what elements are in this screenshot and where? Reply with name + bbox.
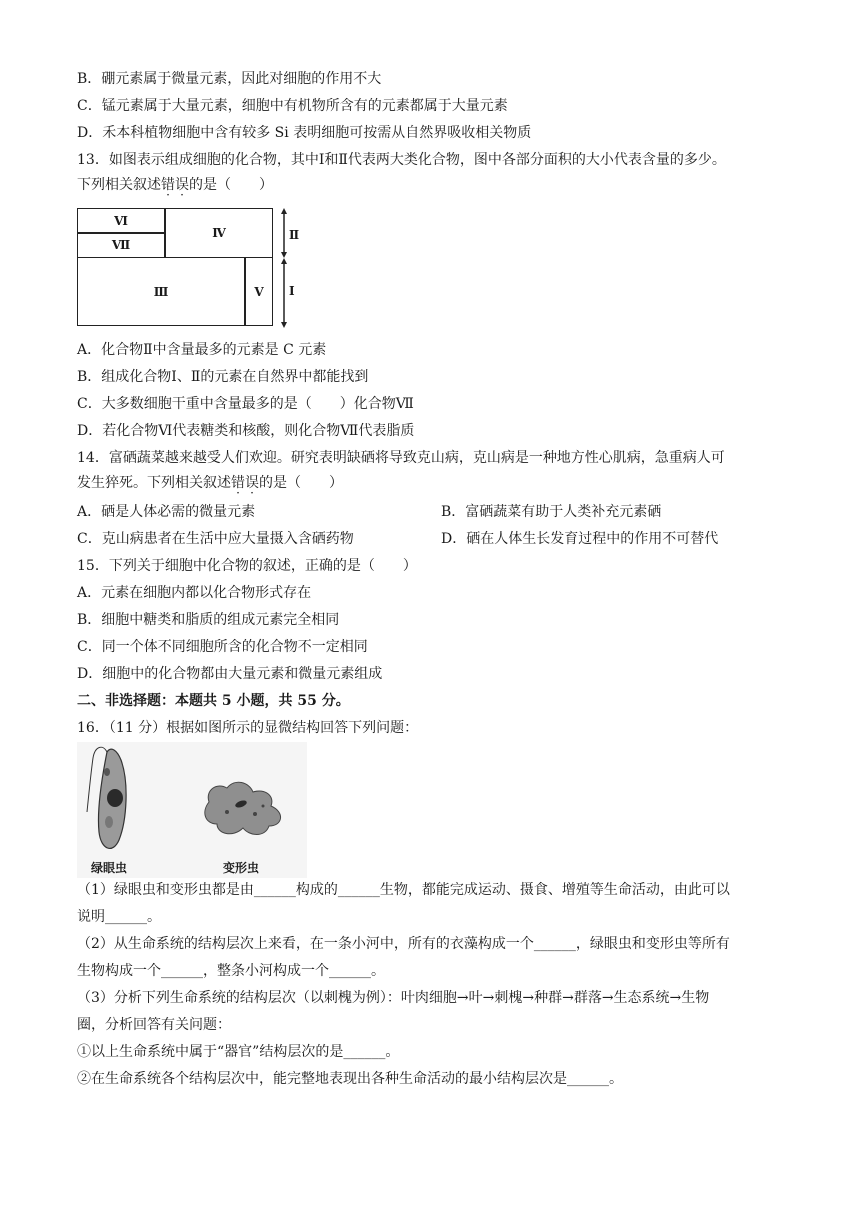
organism-illustration (77, 742, 307, 860)
amoeba-caption: 变形虫 (223, 861, 260, 875)
q12-option-b: B．硼元素属于微量元素，因此对细胞的作用不大 (77, 71, 382, 87)
q13-stem: 13．如图表示组成细胞的化合物，其中Ⅰ和Ⅱ代表两大类化合物，图中各部分面积的大小代表含量的多少。 (77, 152, 726, 168)
q14-option-b: B．富硒蔬菜有助于人类补充元素硒 (441, 504, 662, 520)
region-vii: Ⅶ (77, 232, 165, 258)
q13-stem-line2: 下列相关叙述错误的是（ ） (77, 177, 273, 193)
bracket-arrows (280, 208, 300, 328)
section-heading: 二、非选择题：本题共 5 小题，共 55 分。 (77, 693, 350, 709)
compound-diagram (77, 208, 273, 326)
region-vi: Ⅵ (77, 208, 165, 234)
q13-option-a: A．化合物Ⅱ中含量最多的元素是 C 元素 (77, 342, 327, 358)
q15-option-d: D．细胞中的化合物都由大量元素和微量元素组成 (77, 666, 383, 682)
q16-p1-line2: 说明______。 (77, 909, 161, 925)
region-iii: Ⅲ (77, 257, 245, 326)
q16-p3-line1: （3）分析下列生命系统的结构层次（以刺槐为例）：叶肉细胞→叶→刺槐→种群→群落→生态系统→生物 (77, 990, 710, 1006)
q16-p1-line1: （1）绿眼虫和变形虫都是由______构成的______生物，都能完成运动、摄食、增殖等生命活动，由此可以 (77, 882, 730, 898)
label-i: Ⅰ (289, 284, 295, 298)
q14-stem: 14．富硒蔬菜越来越受人们欢迎。研究表明缺硒将导致克山病，克山病是一种地方性心肌病，急重病人可 (77, 450, 725, 466)
q14-stem-line2: 发生猝死。下列相关叙述错误的是（ ） (77, 475, 343, 491)
region-v: Ⅴ (245, 257, 273, 326)
label-ii: Ⅱ (289, 228, 300, 242)
q14-option-c: C．克山病患者在生活中应大量摄入含硒药物 (77, 531, 354, 547)
q16-p3-q2: ②在生命系统各个结构层次中，能完整地表现出各种生命活动的最小结构层次是______。 (77, 1071, 623, 1087)
q12-option-d: D．禾本科植物细胞中含有较多 Si 表明细胞可按需从自然界吸收相关物质 (77, 125, 532, 141)
q16-stem: 16．（11 分）根据如图所示的显微结构回答下列问题： (77, 720, 419, 736)
q15-option-b: B．细胞中糖类和脂质的组成元素完全相同 (77, 612, 340, 628)
q14-option-d: D．硒在人体生长发育过程中的作用不可替代 (441, 531, 719, 547)
q16-p3-line2: 圈，分析回答有关问题： (77, 1017, 231, 1033)
q14-option-a: A．硒是人体必需的微量元素 (77, 504, 256, 520)
q12-option-c: C．锰元素属于大量元素，细胞中有机物所含有的元素都属于大量元素 (77, 98, 508, 114)
q16-p2-line1: （2）从生命系统的结构层次上来看，在一条小河中，所有的衣藻构成一个______，绿眼虫和变形虫等所有 (77, 936, 730, 952)
q15-option-a: A．元素在细胞内都以化合物形式存在 (77, 585, 312, 601)
microscope-figure (77, 742, 307, 878)
q13-option-b: B．组成化合物Ⅰ、Ⅱ的元素在自然界中都能找到 (77, 369, 369, 385)
q13-option-d: D．若化合物Ⅵ代表糖类和核酸，则化合物Ⅶ代表脂质 (77, 423, 415, 439)
q13-option-c: C．大多数细胞干重中含量最多的是（ ）化合物Ⅶ (77, 396, 414, 412)
region-iv: Ⅳ (165, 208, 273, 258)
euglena-caption: 绿眼虫 (91, 861, 128, 875)
q16-p2-line2: 生物构成一个______，整条小河构成一个______。 (77, 963, 385, 979)
q15-stem: 15．下列关于细胞中化合物的叙述，正确的是（ ） (77, 558, 417, 574)
q16-p3-q1: ①以上生命系统中属于“器官”结构层次的是______。 (77, 1044, 400, 1060)
q15-option-c: C．同一个体不同细胞所含的化合物不一定相同 (77, 639, 368, 655)
